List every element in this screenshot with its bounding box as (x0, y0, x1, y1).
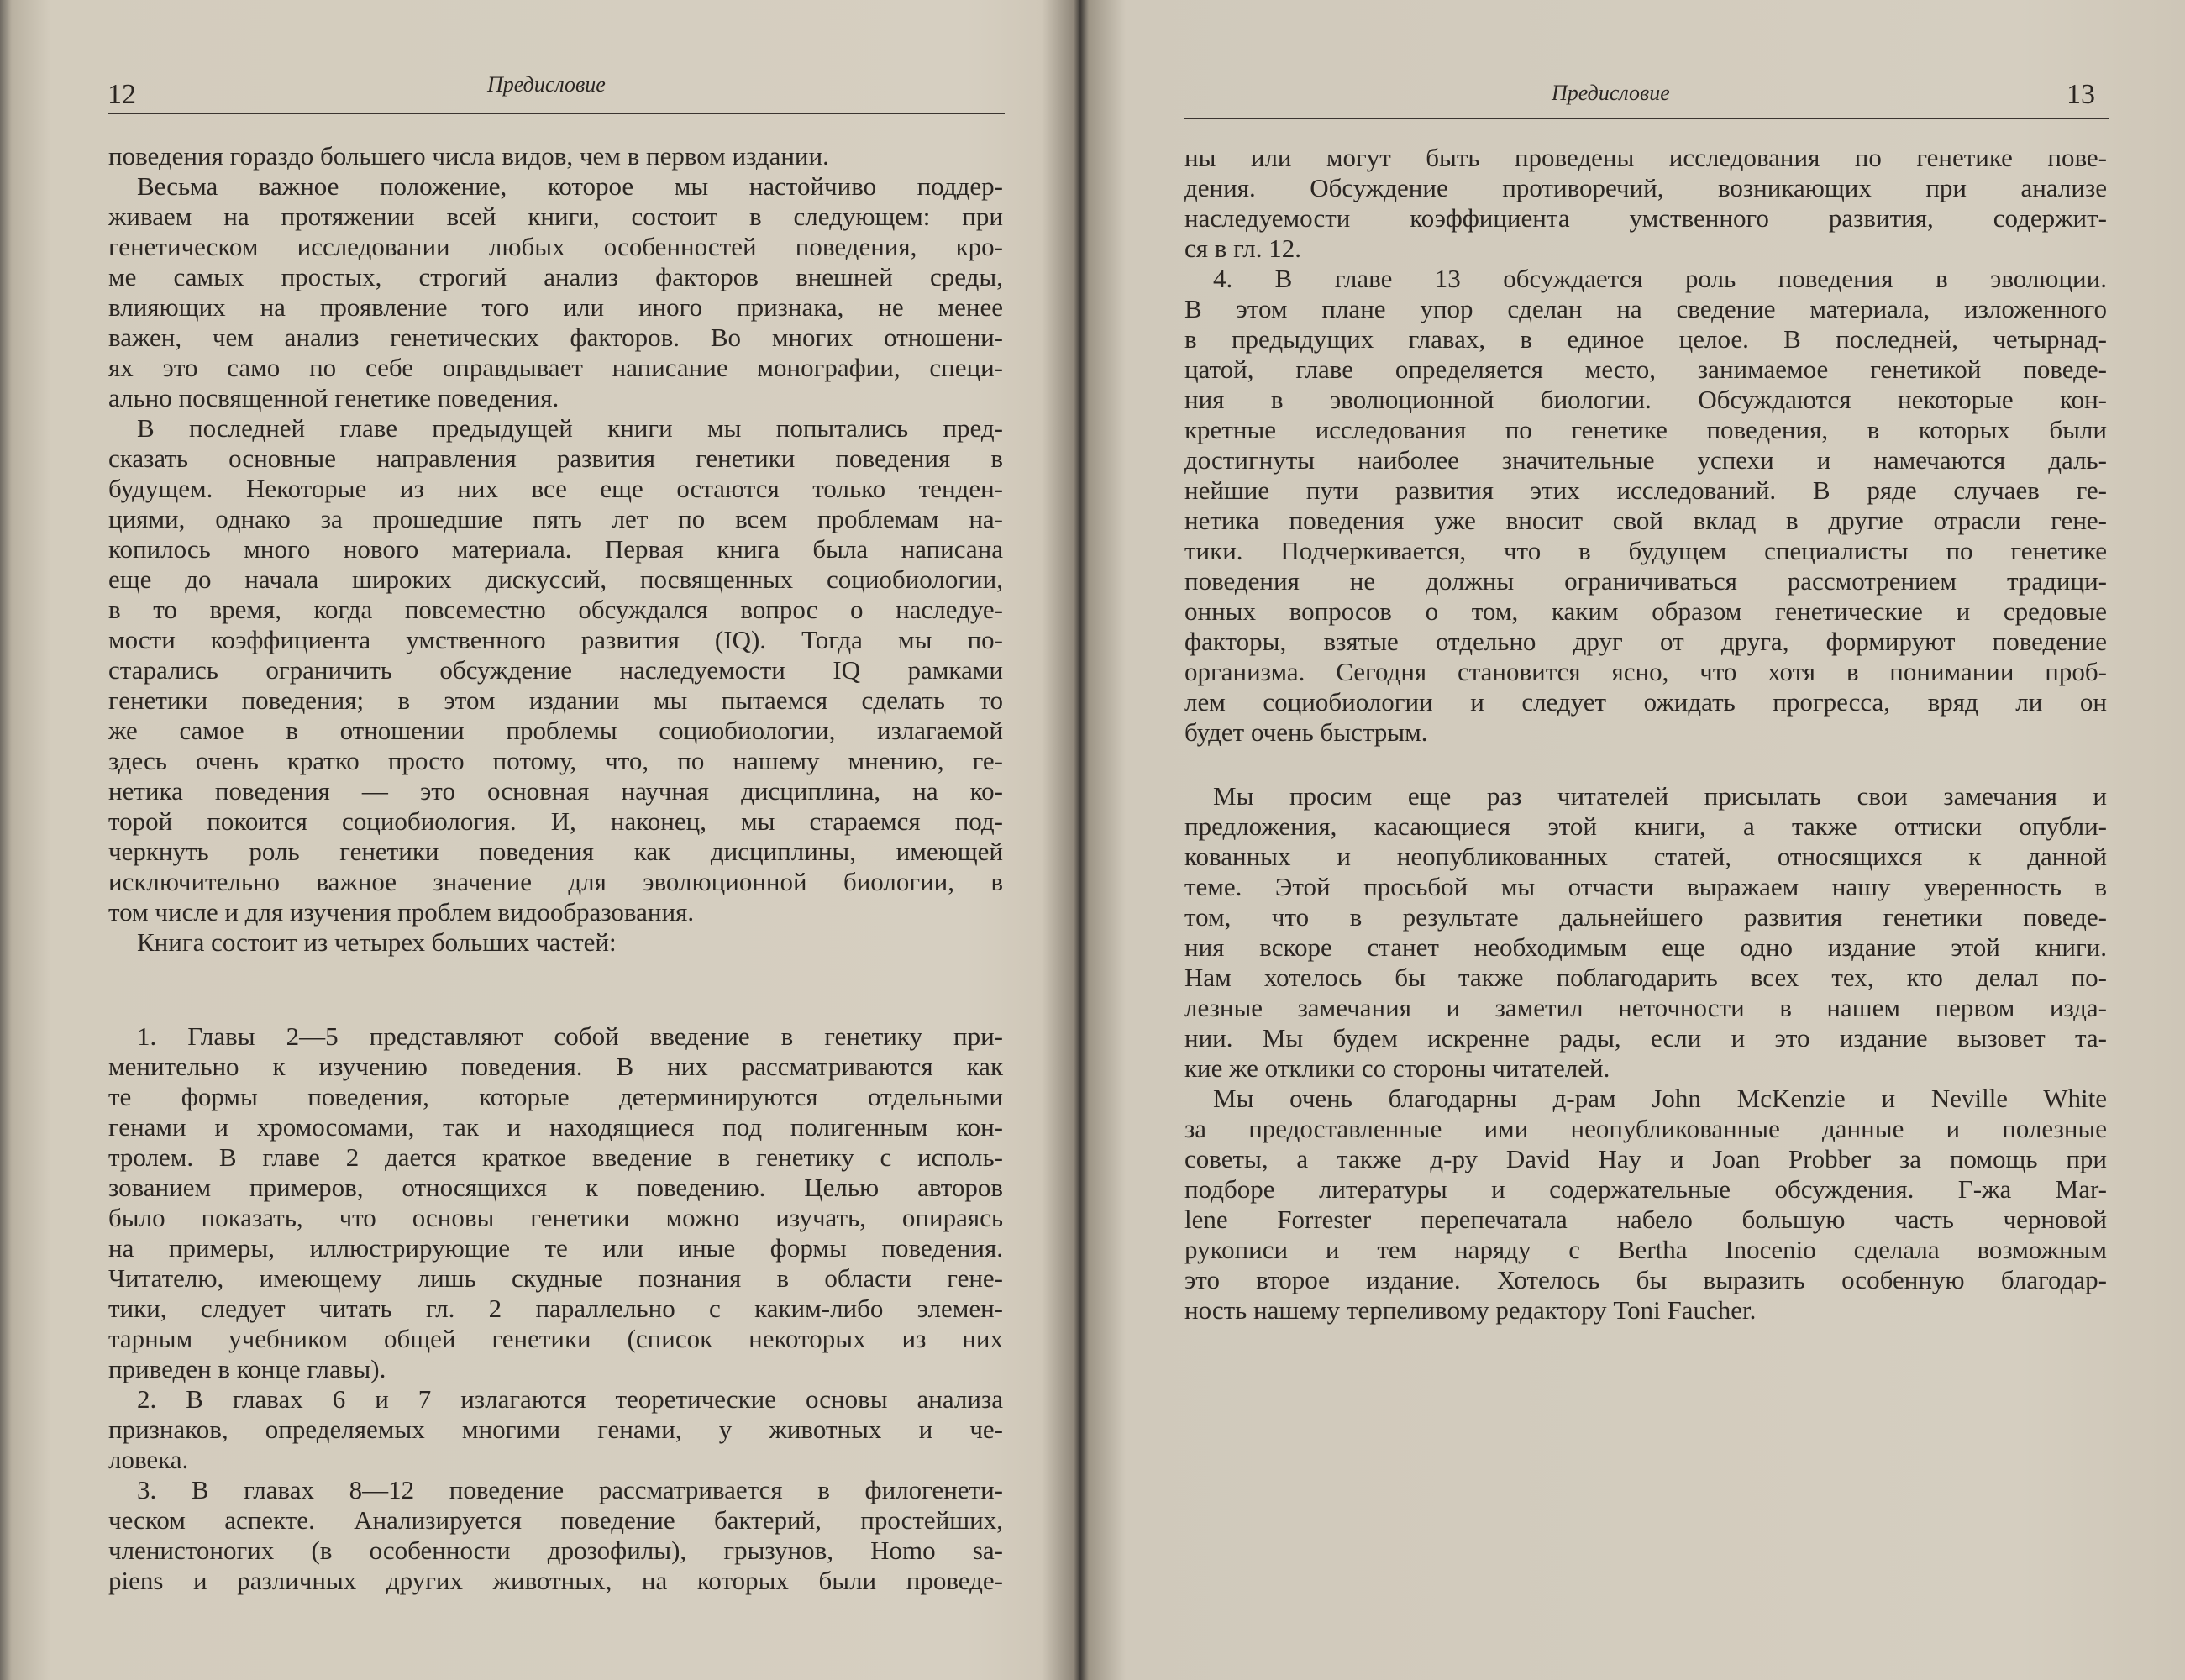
text-line: исключительно важное значение для эволюционной биологии, в (108, 867, 1003, 896)
text-line: дения. Обсуждение противоречий, возникающих при анализе (1184, 173, 2107, 202)
text-line: ность нашему терпеливому редактору Toni Faucher. (1184, 1295, 1757, 1325)
text-line: на примеры, иллюстрирующие те или иные формы поведения. (108, 1233, 1003, 1263)
text-line: Книга состоит из четырех больших частей: (137, 927, 617, 957)
text-line: наследуемости коэффициента умственного развития, содержит- (1184, 203, 2107, 233)
text-line: приведен в конце главы). (108, 1354, 386, 1383)
text-line: Весьма важное положение, которое мы настойчиво поддер- (137, 171, 1003, 201)
text-line: подборе литературы и содержательные обсуждения. Г-жа Mar- (1184, 1174, 2107, 1204)
text-line: нейшие пути развития этих исследований. В ряде случаев ге- (1184, 475, 2107, 505)
paragraph (108, 1475, 1003, 1596)
text-line: будущем. Некоторые из них все еще остаются только тенден- (108, 474, 1003, 503)
text-line: кие же отклики со стороны читателей. (1184, 1053, 1610, 1083)
text-line: Мы очень благодарны д-рам John McKenzie и Neville White (1213, 1084, 2107, 1113)
paragraph (108, 171, 1003, 413)
header-rule (108, 113, 1005, 114)
right-page-body (1184, 143, 2107, 1326)
running-head: Предисловие (1552, 81, 1670, 105)
text-line: торой покоится социобиология. И, наконец, мы стараемся под- (108, 806, 1003, 836)
text-line: нетика поведения уже вносит свой вклад в другие отрасли гене- (1184, 506, 2107, 535)
text-line: в то время, когда повсеместно обсуждался вопрос о наследуе- (108, 595, 1003, 624)
text-line: ния вскоре станет необходимым еще одно издание этой книги. (1184, 932, 2107, 962)
text-line: нетика поведения — это основная научная дисциплина, на ко- (108, 776, 1003, 806)
text-line: поведения гораздо большего числа видов, чем в первом издании. (108, 141, 829, 171)
text-line: зованием примеров, относящихся к поведению. Целью авторов (108, 1173, 1003, 1202)
text-line: 3. В главах 8—12 поведение рассматривается в филогенети- (137, 1475, 1003, 1504)
text-line: кованных и неопубликованных статей, относящихся к данной (1184, 842, 2107, 871)
text-line: предложения, касающиеся этой книги, а также оттиски опубли- (1184, 811, 2107, 841)
text-line: том числе и для изучения проблем видообразования. (108, 897, 695, 927)
text-line: в предыдущих главах, в единое целое. В последней, четырнад- (1184, 324, 2107, 354)
text-line: тарным учебником общей генетики (список некоторых из них (108, 1324, 1003, 1353)
text-line: тролем. В главе 2 дается краткое введение в генетику с исполь- (108, 1142, 1003, 1172)
header-rule (1184, 118, 2109, 119)
text-line: факторы, взятые отдельно друг от друга, формируют поведение (1184, 627, 2107, 656)
text-line: старались ограничить обсуждение наследуемости IQ рамками (108, 655, 1003, 685)
paragraph (108, 141, 1003, 171)
text-line: ния в эволюционной биологии. Обсуждаются некоторые кон- (1184, 385, 2107, 414)
paragraph (1184, 264, 2107, 748)
text-line: генами и хромосомами, так и находящиеся под полигенным кон- (108, 1112, 1003, 1142)
text-line: это второе издание. Хотелось бы выразить особенную благодар- (1184, 1265, 2107, 1294)
text-line: за предоставленные ими неопубликованные данные и полезные (1184, 1114, 2107, 1143)
text-line: поведения не должны ограничиваться рассмотрением традици- (1184, 566, 2107, 596)
text-line: нии. Мы будем искренне рады, если и это издание вызовет та- (1184, 1023, 2107, 1053)
text-line: влияющих на проявление того или иного признака, не менее (108, 292, 1003, 322)
text-line: черкнуть роль генетики поведения как дисциплины, имеющей (108, 837, 1003, 866)
text-line: признаков, определяемых многими генами, у животных и че- (108, 1415, 1003, 1444)
text-line: достигнуты наиболее значительные успехи и намечаются даль- (1184, 445, 2107, 475)
paragraph (1184, 143, 2107, 264)
text-line: ловека. (108, 1445, 189, 1474)
text-line: Мы просим еще раз читателей присылать свои замечания и (1213, 781, 2107, 811)
text-line: лезные замечания и заметил неточности в нашем первом изда- (1184, 993, 2107, 1022)
text-line: Нам хотелось бы также поблагодарить всех тех, кто делал по- (1184, 963, 2107, 992)
left-page (0, 0, 1079, 1680)
text-line: генетики поведения; в этом издании мы пытаемся сделать то (108, 685, 1003, 715)
text-line: piens и различных других животных, на которых были проведе- (108, 1566, 1003, 1595)
text-line: ческом аспекте. Анализируется поведение бактерий, простейших, (108, 1505, 1003, 1535)
text-line: еще до начала широких дискуссий, посвященных социобиологии, (108, 564, 1003, 594)
text-line: сказать основные направления развития генетики поведения в (108, 444, 1003, 473)
text-line: же самое в отношении проблемы социобиологии, излагаемой (108, 716, 1003, 745)
right-page (1084, 0, 2185, 1680)
text-line: циями, однако за прошедшие пять лет по всем проблемам на- (108, 504, 1003, 533)
paragraph (1184, 781, 2107, 1084)
paragraph (108, 1021, 1003, 1384)
text-line: здесь очень кратко просто потому, что, по нашему мнению, ге- (108, 746, 1003, 775)
paragraph (108, 1384, 1003, 1475)
text-line: цатой, главе определяется место, занимаемое генетикой поведе- (1184, 354, 2107, 384)
text-line: lene Forrester перепечатала набело большую часть черновой (1184, 1205, 2107, 1234)
text-line: 1. Главы 2—5 представляют собой введение в генетику при- (137, 1021, 1003, 1051)
text-line: будет очень быстрым. (1184, 717, 1428, 747)
text-line: те формы поведения, которые детерминируются отдельными (108, 1082, 1003, 1111)
text-line: В последней главе предыдущей книги мы попытались пред- (137, 413, 1003, 443)
text-line: живаем на протяжении всей книги, состоит в следующем: при (108, 202, 1003, 231)
text-line: ся в гл. 12. (1184, 234, 1302, 263)
text-line: 2. В главах 6 и 7 излагаются теоретические основы анализа (137, 1384, 1003, 1414)
text-line: рукописи и тем наряду с Bertha Inocenio сделала возможным (1184, 1235, 2107, 1264)
text-line: онных вопросов о том, каким образом генетические и средовые (1184, 596, 2107, 626)
running-head: Предисловие (487, 72, 606, 97)
page-number: 12 (108, 79, 136, 110)
text-line: тики, следует читать гл. 2 параллельно с каким-либо элемен- (108, 1294, 1003, 1323)
text-line: мости коэффициента умственного развития (IQ). Тогда мы по- (108, 625, 1003, 654)
text-line: менительно к изучению поведения. В них рассматриваются как (108, 1052, 1003, 1081)
text-line: том, что в результате дальнейшего развития генетики поведе- (1184, 902, 2107, 932)
page-number: 13 (2067, 79, 2095, 110)
text-line: ально посвященной генетике поведения. (108, 383, 559, 412)
text-line: лем социобиологии и следует ожидать прогресса, вряд ли он (1184, 687, 2107, 717)
paragraph (1184, 1084, 2107, 1326)
text-line: ме самых простых, строгий анализ факторов внешней среды, (108, 262, 1003, 291)
paragraph (108, 413, 1003, 927)
text-line: Читателю, имеющему лишь скудные познания в области гене- (108, 1263, 1003, 1293)
text-line: ны или могут быть проведены исследования по генетике пове- (1184, 143, 2107, 172)
text-line: членистоногих (в особенности дрозофилы), грызунов, Homo sa- (108, 1536, 1003, 1565)
text-line: 4. В главе 13 обсуждается роль поведения в эволюции. (1213, 264, 2107, 293)
text-line: было показать, что основы генетики можно изучать, опираясь (108, 1203, 1003, 1232)
text-line: В этом плане упор сделан на сведение материала, изложенного (1184, 294, 2107, 323)
text-line: важен, чем анализ генетических факторов. Во многих отношени- (108, 323, 1003, 352)
left-page-body (108, 141, 1003, 1596)
text-line: ях это само по себе оправдывает написание монографии, специ- (108, 353, 1003, 382)
text-line: копилось много нового материала. Первая книга была написана (108, 534, 1003, 564)
text-line: тики. Подчеркивается, что в будущем специалисты по генетике (1184, 536, 2107, 565)
text-line: кретные исследования по генетике поведения, в которых были (1184, 415, 2107, 444)
text-line: советы, а также д-ру David Hay и Joan Probber за помощь при (1184, 1144, 2107, 1173)
text-line: теме. Этой просьбой мы отчасти выражаем нашу уверенность в (1184, 872, 2107, 901)
paragraph (108, 927, 1003, 958)
text-line: генетическом исследовании любых особенностей поведения, кро- (108, 232, 1003, 261)
text-line: организма. Сегодня становится ясно, что хотя в понимании проб- (1184, 657, 2107, 686)
